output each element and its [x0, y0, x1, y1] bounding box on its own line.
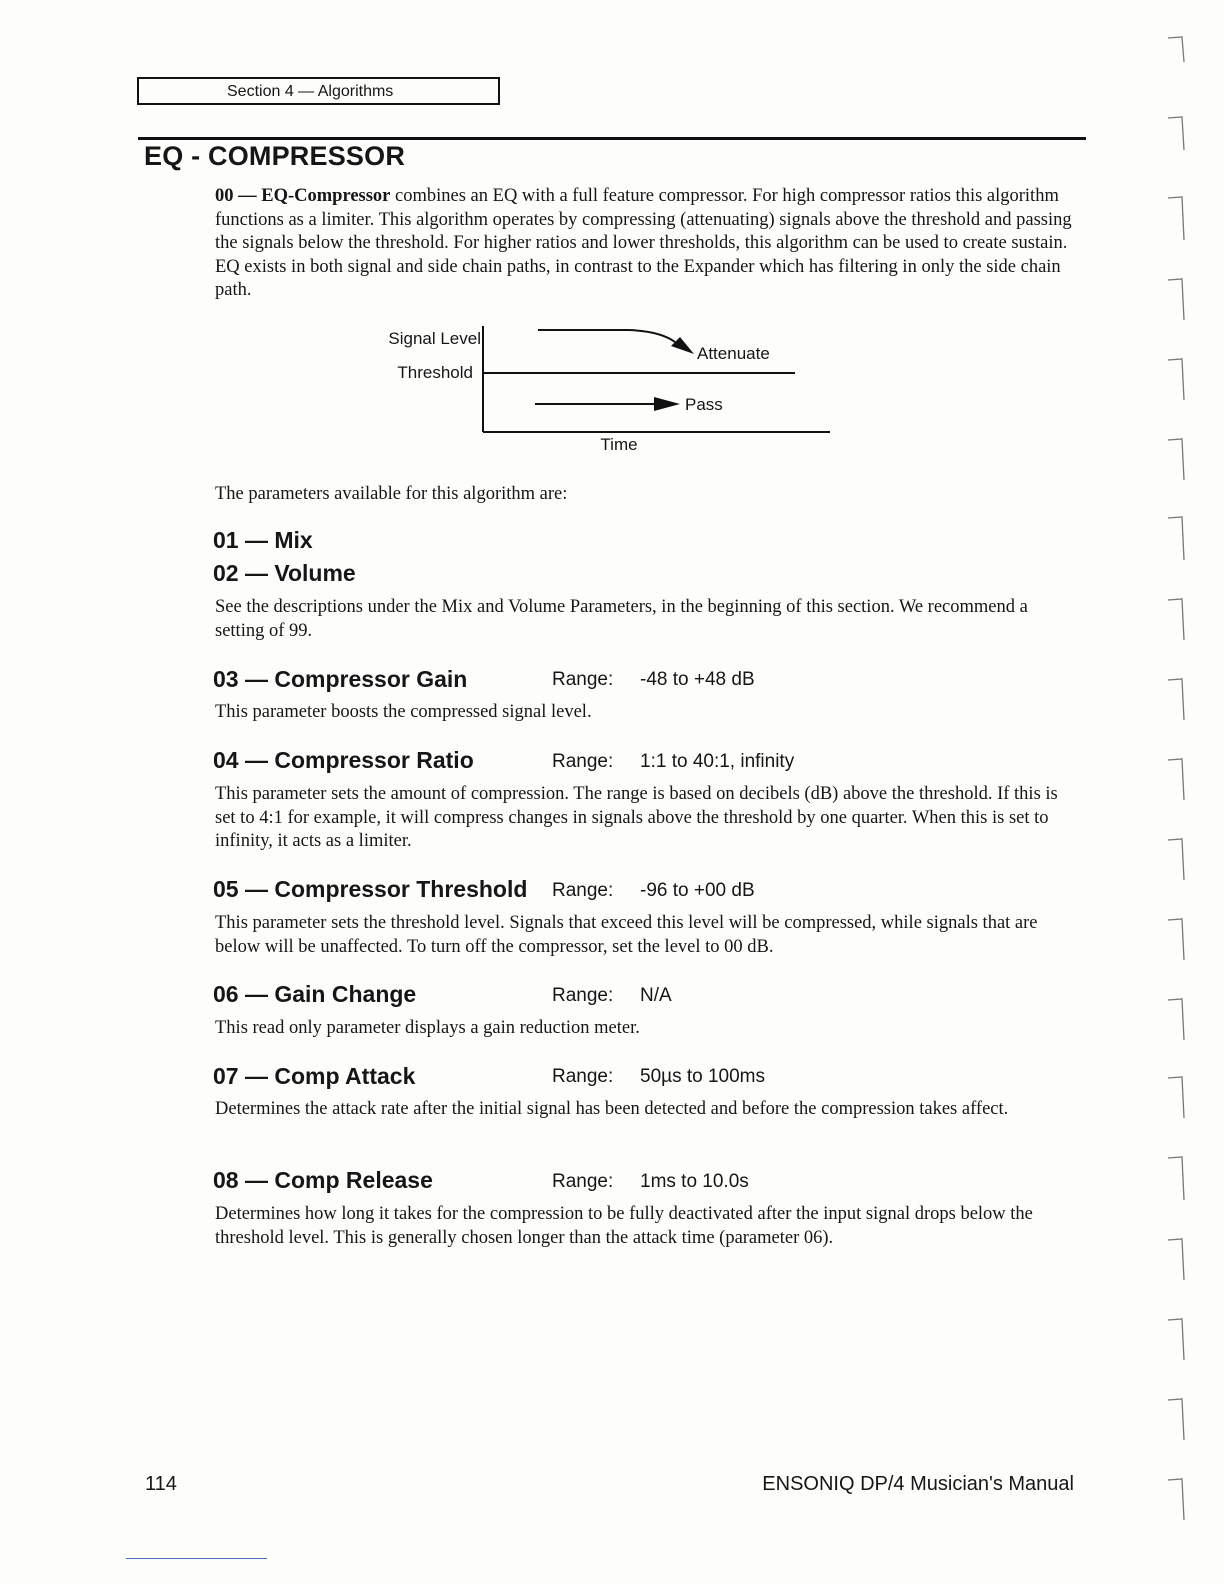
diagram-pass-arrowhead: [654, 397, 680, 411]
binding-holes-marks: [1160, 0, 1200, 1584]
param-03-range-label: Range:: [552, 669, 614, 690]
param-05-description: This parameter sets the threshold level. Signals that exceed this level will be compressed, while signals that are below will be unaffected. To turn off the compressor, set the level to 00 dB.: [215, 913, 1038, 957]
bottom-edge-line: [126, 1558, 267, 1559]
page-title: EQ - COMPRESSOR: [144, 141, 406, 171]
param-06-range-value: N/A: [640, 985, 672, 1006]
diagram-threshold-label: Threshold: [397, 363, 473, 382]
param-06-heading: 06 — Gain Change: [213, 981, 417, 1007]
param-02-description: See the descriptions under the Mix and Volume Parameters, in the beginning of this section. We recommend a setting of 99.: [215, 597, 1028, 641]
params-intro: The parameters available for this algorithm are:: [215, 484, 568, 504]
compressor-diagram: [370, 318, 850, 468]
param-06-range-label: Range:: [552, 985, 614, 1006]
param-03-range-value: -48 to +48 dB: [640, 669, 755, 690]
param-08-heading: 08 — Comp Release: [213, 1167, 433, 1193]
param-03-description: This parameter boosts the compressed signal level.: [215, 702, 592, 722]
param-07-range-value: 50µs to 100ms: [640, 1066, 766, 1087]
page-number: 114: [145, 1473, 177, 1495]
diagram-attenuate-curve: [538, 330, 675, 342]
intro-paragraph: [215, 185, 1085, 303]
param-04-description: This parameter sets the amount of compression. The range is based on decibels (dB) above the threshold. If this is set to 4:1 for example, it will compress changes in signals above the threshold by one quarter. When this is set to infinity, it acts as a limiter.: [215, 784, 1058, 851]
param-01-heading: 01 — Mix: [213, 527, 313, 553]
param-05-range-label: Range:: [552, 880, 614, 901]
diagram-attenuate-label: Attenuate: [697, 344, 770, 363]
intro-algorithm-name: EQ-Compressor: [261, 186, 391, 206]
diagram-time-label: Time: [600, 435, 638, 454]
param-04-heading: 04 — Compressor Ratio: [213, 747, 474, 773]
intro-text: combines an EQ with a full feature compressor. For high compressor ratios this algorithm functions as a limiter. This algorithm operates by compressing (attenuating) signals above the threshold and passing the signals below the threshold. For higher ratios and lower thresholds, this algorithm can be used to create sustain. EQ exists in both signal and side chain paths, in contrast to the Expander which has filtering in only the side chain path.: [215, 186, 1072, 300]
param-02-heading: 02 — Volume: [213, 560, 356, 586]
diagram-pass-label: Pass: [685, 395, 723, 414]
param-04-range-label: Range:: [552, 751, 614, 772]
section-header-box: [137, 77, 500, 105]
param-03-heading: 03 — Compressor Gain: [213, 666, 468, 692]
param-08-range-value: 1ms to 10.0s: [640, 1171, 749, 1192]
diagram-attenuate-arrowhead: [671, 337, 694, 354]
param-08-range-label: Range:: [552, 1171, 614, 1192]
param-05-range-value: -96 to +00 dB: [640, 880, 755, 901]
intro-number: 00 —: [215, 186, 262, 206]
section-header-label: Section 4 — Algorithms: [227, 83, 394, 100]
footer-manual-title: ENSONIQ DP/4 Musician's Manual: [762, 1473, 1074, 1495]
param-06-description: This read only parameter displays a gain reduction meter.: [215, 1018, 640, 1038]
param-04-range-value: 1:1 to 40:1, infinity: [640, 751, 795, 772]
param-08-description: Determines how long it takes for the compression to be fully deactivated after the input signal drops below the threshold level. This is generally chosen longer than the attack time (parameter 06).: [215, 1204, 1033, 1248]
param-07-range-label: Range:: [552, 1066, 614, 1087]
title-rule: [138, 137, 1086, 140]
param-07-description: Determines the attack rate after the initial signal has been detected and before the compression takes affect.: [215, 1099, 1009, 1119]
diagram-signal-level-label: Signal Level: [388, 329, 481, 348]
param-05-heading: 05 — Compressor Threshold: [213, 876, 528, 902]
param-07-heading: 07 — Comp Attack: [213, 1063, 416, 1089]
